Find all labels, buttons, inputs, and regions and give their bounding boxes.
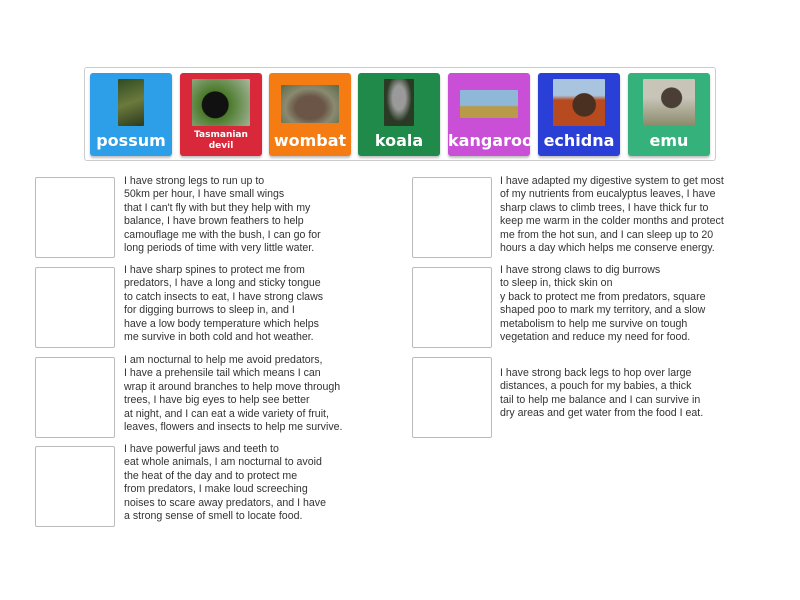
tile-label: echidna bbox=[543, 131, 615, 150]
answer-bank bbox=[84, 67, 716, 161]
clue-line: I have strong back legs to hop over large bbox=[500, 367, 692, 379]
clue-line: at night, and I can eat a wide variety of fruit, bbox=[124, 407, 329, 420]
clue-line: to sleep in, thick skin on bbox=[500, 277, 613, 290]
drop-slot[interactable] bbox=[412, 177, 492, 258]
clue-line: sharp claws to climb trees, I have thick fur to bbox=[500, 201, 709, 214]
clue-line: metabolism to help me survive on tough bbox=[500, 317, 688, 330]
clue-line: tail to help me balance and I can survive in bbox=[500, 393, 701, 406]
clue-text bbox=[124, 175, 321, 255]
clue-line: hours a day which helps me conserve energy. bbox=[500, 241, 715, 254]
clue-line: for digging burrows to sleep in, and I bbox=[124, 304, 295, 317]
clue-line: keep me warm in the colder months and protect bbox=[500, 215, 724, 228]
clue-line: I have powerful jaws and teeth to bbox=[124, 443, 279, 455]
clue-line: I have adapted my digestive system to get most bbox=[500, 175, 724, 187]
wombat-photo bbox=[281, 85, 339, 123]
clue-text bbox=[124, 443, 326, 523]
clue-line: me survive in both cold and hot weather. bbox=[124, 330, 314, 343]
clue-text bbox=[500, 367, 703, 421]
clue-line: I have strong claws to dig burrows bbox=[500, 264, 661, 276]
clue-line: dry areas and get water from the food I eat. bbox=[500, 407, 704, 420]
clue-line: to catch insects to eat, I have strong claws bbox=[124, 290, 324, 303]
clue-text bbox=[500, 264, 706, 344]
tile-possum[interactable] bbox=[90, 73, 172, 156]
tile-label: Tasmanian devil bbox=[194, 130, 248, 151]
tile-label: possum bbox=[96, 131, 166, 150]
tile-echidna[interactable] bbox=[538, 73, 620, 156]
possum-photo bbox=[118, 79, 144, 126]
clue-line: trees, I have big eyes to help see better bbox=[124, 394, 310, 407]
drop-slot[interactable] bbox=[35, 267, 115, 348]
clue-line: I have a prehensile tail which means I can bbox=[124, 367, 321, 380]
clue-line: me from the hot sun, and I can sleep up to 20 bbox=[500, 228, 714, 241]
tile-tasmanian-devil[interactable] bbox=[180, 73, 262, 156]
echidna-photo bbox=[553, 79, 605, 126]
tile-emu[interactable] bbox=[628, 73, 710, 156]
drop-slot[interactable] bbox=[412, 267, 492, 348]
tile-label: koala bbox=[374, 131, 424, 150]
clue-line: balance, I have brown feathers to help bbox=[124, 215, 304, 228]
clue-line: I have strong legs to run up to bbox=[124, 175, 265, 187]
clue-text bbox=[124, 264, 323, 344]
clue-line: from predators, I make loud screeching bbox=[124, 483, 308, 496]
clue-line: long periods of time with very little water. bbox=[124, 241, 315, 254]
tile-label: emu bbox=[649, 131, 689, 150]
tile-wombat[interactable] bbox=[269, 73, 351, 156]
clue-line: a strong sense of smell to locate food. bbox=[124, 509, 303, 522]
clue-line: y back to protect me from predators, square bbox=[500, 290, 706, 303]
clue-line: eat whole animals, I am nocturnal to avoid bbox=[124, 456, 322, 469]
clue-line: camouflage me with the bush, I can go for bbox=[124, 228, 321, 241]
clue-line: shaped poo to mark my territory, and a slow bbox=[500, 304, 706, 317]
clue-line: wrap it around branches to help move through bbox=[124, 380, 341, 393]
tile-kangaroo[interactable] bbox=[448, 73, 533, 156]
clue-line: that I can't fly with but they help with my bbox=[124, 201, 311, 214]
clue-line: leaves, flowers and insects to help me survive. bbox=[124, 420, 343, 433]
drop-slot[interactable] bbox=[412, 357, 492, 438]
tasmanian-devil-photo bbox=[192, 79, 250, 126]
clue-line: vegetation and reduce my need for food. bbox=[500, 330, 691, 343]
clue-text bbox=[500, 175, 724, 255]
clue-line: of my nutrients from eucalyptus leaves, I have bbox=[500, 188, 716, 201]
clue-line: have a low body temperature which helps bbox=[124, 317, 319, 330]
clue-line: I am nocturnal to help me avoid predators, bbox=[124, 354, 323, 366]
clue-line: 50km per hour, I have small wings bbox=[124, 188, 285, 201]
tile-label: wombat bbox=[273, 131, 347, 150]
tile-koala[interactable] bbox=[358, 73, 440, 156]
clue-line: the heat of the day and to protect me bbox=[124, 469, 298, 482]
drop-slot[interactable] bbox=[35, 177, 115, 258]
drop-slot[interactable] bbox=[35, 357, 115, 438]
clue-line: noises to scare away predators, and I have bbox=[124, 496, 326, 509]
clue-line: distances, a pouch for my babies, a thick bbox=[500, 380, 692, 393]
drop-slot[interactable] bbox=[35, 446, 115, 527]
kangaroo-photo bbox=[460, 90, 518, 118]
clue-text bbox=[124, 354, 342, 434]
clue-line: I have sharp spines to protect me from bbox=[124, 264, 305, 276]
koala-photo bbox=[384, 79, 414, 126]
clue-line: predators, I have a long and sticky tongue bbox=[124, 277, 321, 290]
emu-photo bbox=[643, 79, 695, 126]
tile-label: kangaroo bbox=[448, 131, 533, 150]
